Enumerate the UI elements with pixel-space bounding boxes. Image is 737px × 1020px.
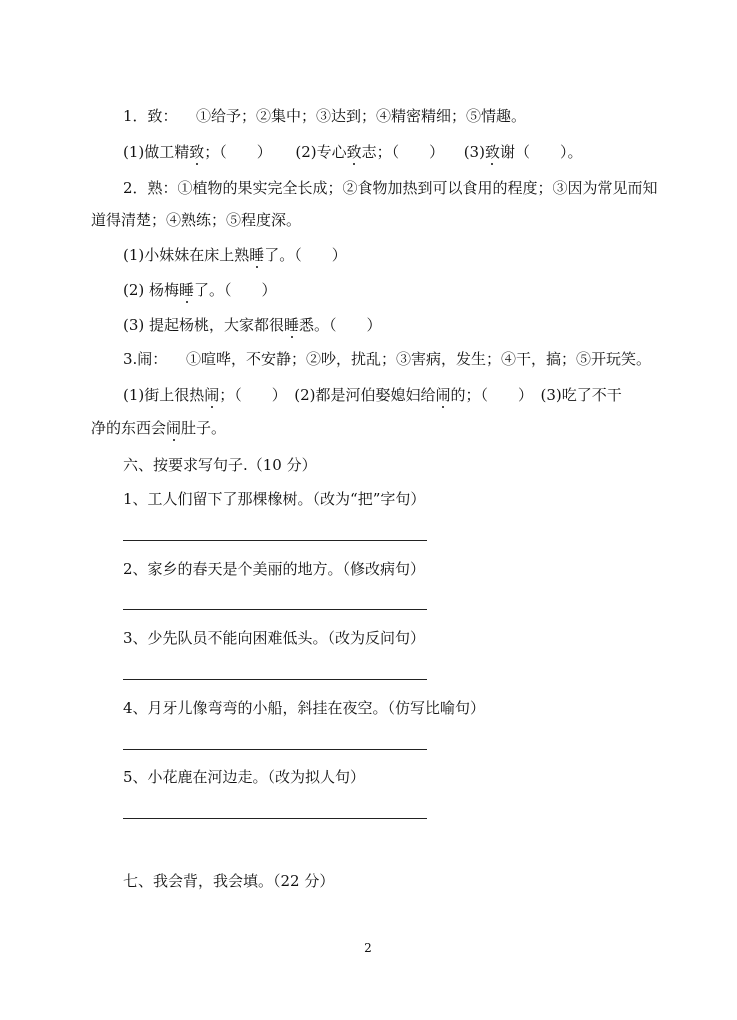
shu-q1-blank: 了。（ ）: [264, 246, 347, 264]
shu-definitions-1: 2．熟：①植物的果实完全长成；②食物加热到可以食用的程度；③因为常见而知: [123, 179, 658, 197]
section7-heading: [123, 871, 334, 891]
zhi-q2-emphasis: 致: [346, 143, 362, 161]
shu-question-2: [123, 280, 277, 300]
section6-question-3: [123, 628, 425, 648]
shu-definitions-line2: [91, 210, 301, 230]
zhi-q1-emphasis: 致: [189, 143, 205, 161]
shu-question-3: [123, 315, 382, 335]
nao-q3-text: 的；（ ） (3)吃了不干: [450, 386, 622, 404]
shu-q2-blank: 了。（ ）: [194, 281, 277, 299]
item-zhi-title: [123, 106, 178, 126]
zhi-q2-blank: 志；（ ）: [361, 143, 445, 161]
item-nao-title: [123, 349, 167, 369]
zhi-q1-blank: ；（ ）: [204, 143, 272, 161]
shu-definitions-line1: [123, 178, 658, 198]
zhi-definitions: ①给予；②集中；③达到；④精密精细；⑤情趣。: [196, 107, 527, 125]
nao-q2-text: ；（ ） (2)都是河伯娶媳妇给: [219, 386, 436, 404]
shu-q2-text: (2) 杨梅: [123, 281, 180, 299]
s6-q5-text: 5、小花鹿在河边走。（改为拟人句）: [123, 768, 366, 786]
section7-heading-text: 七、我会背，我会填。（22 分）: [123, 872, 335, 890]
nao-q3-emphasis: 闹: [166, 419, 182, 437]
shu-q2-emphasis: 睡: [179, 281, 195, 299]
zhi-q1-text: (1)做工精: [123, 143, 190, 161]
section6-question-1: [123, 489, 425, 509]
shu-q3-text: (3) 提起杨桃，大家都很: [123, 316, 285, 334]
zhi-q3-blank: 谢（ ）。: [499, 143, 583, 161]
nao-q2-emphasis: 闹: [435, 386, 451, 404]
zhi-q3-text: (3): [463, 143, 485, 161]
shu-q3-emphasis: 睡: [284, 316, 300, 334]
answer-line-4[interactable]: [123, 749, 427, 750]
shu-q1-text: (1)小妹妹在床上熟: [123, 246, 250, 264]
answer-line-5[interactable]: [123, 818, 427, 819]
section6-heading: [123, 455, 317, 475]
shu-q1-emphasis: 睡: [249, 246, 265, 264]
zhi-q3-emphasis: 致: [484, 143, 500, 161]
zhi-title: 1．致：: [123, 107, 178, 125]
answer-line-1[interactable]: [123, 540, 427, 541]
zhi-questions: [123, 142, 582, 162]
answer-line-2[interactable]: [123, 609, 427, 610]
s6-q1-text: 1、工人们留下了那棵橡树。（改为“把”字句）: [123, 490, 426, 508]
nao-q1-text: (1)街上很热: [123, 386, 205, 404]
nao-q1-emphasis: 闹: [204, 386, 220, 404]
nao-q3-tail: 肚子。: [181, 419, 227, 437]
nao-questions-line2: [91, 418, 226, 438]
answer-line-3[interactable]: [123, 679, 427, 680]
s6-q3-text: 3、少先队员不能向困难低头。（改为反问句）: [123, 629, 426, 647]
shu-question-1: [123, 245, 347, 265]
section6-question-5: [123, 767, 365, 787]
s6-q2-text: 2、家乡的春天是个美丽的地方。（修改病句）: [123, 560, 426, 578]
page-number: 2: [364, 941, 372, 955]
nao-questions-line1: [123, 385, 622, 405]
shu-q3-blank: 悉。（ ）: [299, 316, 382, 334]
section6-question-4: [123, 698, 485, 718]
zhi-q2-text: (2)专心: [295, 143, 347, 161]
section6-heading-text: 六、按要求写句子.（10 分）: [123, 456, 317, 474]
nao-definitions: ①喧哗，不安静；②吵，扰乱；③害病，发生；④干，搞；⑤开玩笑。: [186, 350, 652, 368]
item-zhi-definitions: [196, 106, 526, 126]
nao-q3-text-cont: 净的东西会: [91, 419, 167, 437]
item-nao-definitions: [186, 349, 651, 369]
nao-title: 3.闹：: [123, 350, 168, 368]
s6-q4-text: 4、月牙儿像弯弯的小船，斜挂在夜空。（仿写比喻句）: [123, 699, 486, 717]
shu-definitions-2: 道得清楚；④熟练；⑤程度深。: [91, 211, 302, 229]
section6-question-2: [123, 559, 425, 579]
